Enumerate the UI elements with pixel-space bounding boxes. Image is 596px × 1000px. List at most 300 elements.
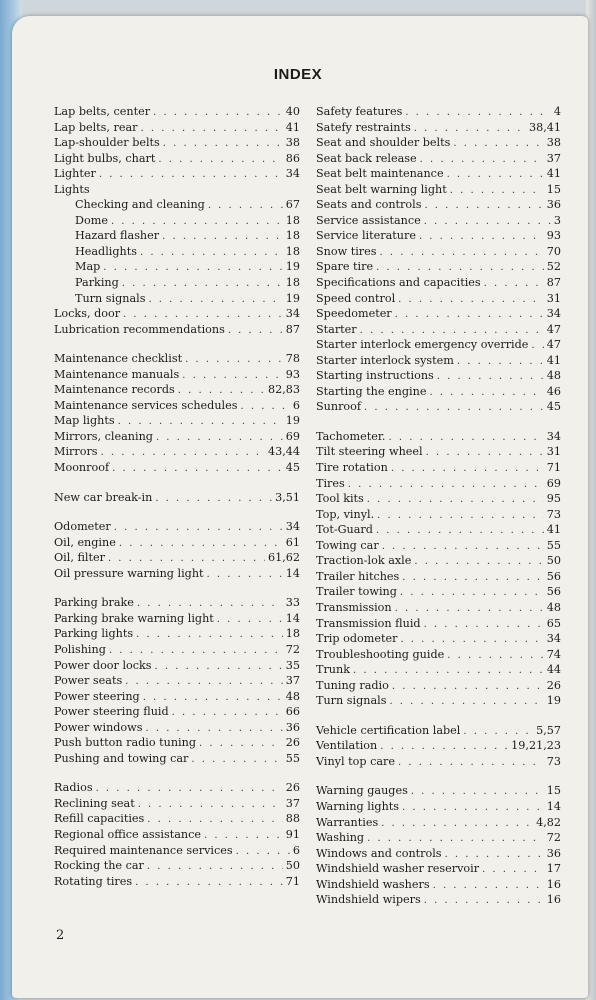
index-entry bbox=[54, 429, 300, 445]
entry-label: Turn signals bbox=[75, 291, 146, 305]
index-entry bbox=[54, 843, 300, 859]
entry-label: Windshield washers bbox=[316, 877, 430, 891]
index-entry bbox=[316, 275, 561, 291]
entry-page-number: 19 bbox=[285, 414, 300, 428]
index-subentry bbox=[54, 275, 300, 291]
entry-page-number: 87 bbox=[285, 322, 300, 336]
entry-label: Starter interlock emergency override bbox=[316, 338, 529, 352]
index-entry bbox=[54, 398, 300, 414]
entry-page-number: 50 bbox=[285, 859, 300, 873]
index-entry bbox=[316, 322, 561, 338]
index-entry bbox=[54, 642, 300, 658]
entry-page-number: 91 bbox=[285, 827, 300, 841]
entry-page-number: 73 bbox=[546, 754, 561, 768]
entry-label: Trip odometer bbox=[316, 632, 398, 646]
index-subentry bbox=[54, 228, 300, 244]
index-entry bbox=[316, 213, 561, 229]
index-entry bbox=[54, 874, 300, 890]
index-entry bbox=[54, 351, 300, 367]
entry-page-number: 18 bbox=[285, 276, 300, 290]
dot-leader bbox=[138, 797, 283, 813]
entry-page-number: 18 bbox=[285, 627, 300, 641]
entry-label: Headlights bbox=[75, 244, 137, 258]
entry-label: Vinyl top care bbox=[316, 754, 395, 768]
entry-page-number: 18 bbox=[285, 244, 300, 258]
dot-leader bbox=[400, 585, 544, 601]
dot-leader bbox=[158, 152, 282, 168]
entry-page-number: 35 bbox=[285, 658, 300, 672]
entry-label: Lap belts, rear bbox=[54, 120, 138, 134]
index-entry bbox=[316, 600, 561, 616]
dot-leader bbox=[119, 536, 283, 552]
dot-leader bbox=[353, 663, 544, 679]
index-entry bbox=[316, 723, 561, 739]
index-column-right bbox=[316, 104, 561, 908]
entry-page-number: 70 bbox=[546, 244, 561, 258]
entry-label: Washing bbox=[316, 831, 365, 845]
index-entry bbox=[316, 228, 561, 244]
entry-label: Power seats bbox=[54, 674, 123, 688]
index-entry bbox=[54, 120, 300, 136]
dot-leader bbox=[137, 596, 283, 612]
entry-label: Seat and shoulder belts bbox=[316, 136, 451, 150]
dot-leader bbox=[414, 121, 526, 137]
entry-label: Safety features bbox=[316, 105, 403, 118]
entry-label: Light bulbs, chart bbox=[54, 151, 156, 165]
entry-label: Rotating tires bbox=[54, 874, 133, 888]
entry-label: Starter interlock system bbox=[316, 353, 454, 367]
entry-label: Reclining seat bbox=[54, 796, 135, 810]
entry-page-number: 69 bbox=[285, 429, 300, 443]
entry-label: Seat belt maintenance bbox=[316, 167, 444, 181]
dot-leader bbox=[145, 721, 282, 737]
dot-leader bbox=[419, 229, 544, 245]
index-entry bbox=[316, 476, 561, 492]
index-entry bbox=[54, 858, 300, 874]
entry-label: Warning gauges bbox=[316, 784, 408, 798]
entry-label: Starter bbox=[316, 322, 357, 336]
entry-label: Trailer towing bbox=[316, 585, 397, 599]
entry-page-number: 36 bbox=[546, 198, 561, 212]
dot-leader bbox=[147, 859, 283, 875]
index-entry bbox=[316, 353, 561, 369]
index-entry bbox=[316, 846, 561, 862]
entry-page-number: 15 bbox=[546, 182, 561, 196]
index-subentry bbox=[54, 197, 300, 213]
dot-leader bbox=[101, 445, 265, 461]
dot-leader bbox=[400, 632, 543, 648]
entry-page-number: 26 bbox=[285, 736, 300, 750]
entry-label: Seat back release bbox=[316, 151, 417, 165]
entry-label: Windshield wipers bbox=[316, 893, 421, 907]
index-entry bbox=[316, 553, 561, 569]
index-entry bbox=[316, 120, 561, 136]
dot-leader bbox=[111, 214, 283, 230]
entry-label: Power steering bbox=[54, 689, 140, 703]
entry-label: Mirrors, cleaning bbox=[54, 429, 153, 443]
entry-gap bbox=[54, 581, 300, 595]
index-entry bbox=[54, 367, 300, 383]
entry-page-number: 67 bbox=[285, 198, 300, 212]
index-entry bbox=[54, 566, 300, 582]
index-entry bbox=[54, 658, 300, 674]
dot-leader bbox=[141, 121, 283, 137]
entry-page-number: 61 bbox=[285, 535, 300, 549]
dot-leader bbox=[364, 400, 544, 416]
dot-leader bbox=[450, 183, 544, 199]
entry-page-number: 3 bbox=[553, 213, 561, 227]
dot-leader bbox=[424, 617, 544, 633]
entry-page-number: 44 bbox=[546, 663, 561, 677]
dot-leader bbox=[153, 105, 283, 121]
index-entry bbox=[316, 182, 561, 198]
dot-leader bbox=[191, 752, 282, 768]
entry-page-number: 38 bbox=[285, 136, 300, 150]
index-entry bbox=[316, 429, 561, 445]
index-column-left bbox=[54, 104, 300, 889]
index-entry bbox=[54, 306, 300, 322]
index-subentry bbox=[54, 213, 300, 229]
index-entry bbox=[316, 754, 561, 770]
index-entry bbox=[316, 616, 561, 632]
entry-page-number: 47 bbox=[546, 322, 561, 336]
dot-leader bbox=[112, 461, 283, 477]
entry-label: Oil pressure warning light bbox=[54, 566, 204, 580]
entry-page-number: 72 bbox=[546, 831, 561, 845]
entry-page-number: 16 bbox=[546, 893, 561, 907]
index-subentry bbox=[54, 259, 300, 275]
index-entry bbox=[316, 444, 561, 460]
index-subentry bbox=[54, 291, 300, 307]
index-entry bbox=[54, 322, 300, 338]
entry-page-number: 3,51 bbox=[275, 490, 300, 504]
index-entry bbox=[316, 877, 561, 893]
index-entry bbox=[54, 444, 300, 460]
entry-page-number: 43,44 bbox=[267, 445, 300, 459]
entry-label: Windows and controls bbox=[316, 846, 442, 860]
entry-page-number: 4 bbox=[553, 105, 561, 118]
dot-leader bbox=[433, 878, 544, 894]
entry-label: Spare tire bbox=[316, 260, 374, 274]
dot-leader bbox=[240, 399, 289, 415]
dot-leader bbox=[162, 229, 283, 245]
entry-label: Satefy restraints bbox=[316, 120, 411, 134]
entry-label: Maintenance checklist bbox=[54, 352, 183, 366]
index-entry bbox=[316, 815, 561, 831]
index-entry bbox=[54, 519, 300, 535]
entry-page-number: 48 bbox=[546, 600, 561, 614]
page-number: 2 bbox=[56, 928, 65, 943]
entry-page-number: 6 bbox=[292, 843, 300, 857]
index-entry bbox=[316, 799, 561, 815]
index-entry bbox=[54, 735, 300, 751]
entry-page-number: 72 bbox=[285, 642, 300, 656]
index-entry bbox=[54, 595, 300, 611]
dot-leader bbox=[424, 893, 544, 909]
dot-leader bbox=[426, 445, 544, 461]
entry-page-number: 41 bbox=[546, 167, 561, 181]
entry-page-number: 47 bbox=[546, 338, 561, 352]
dot-leader bbox=[136, 627, 283, 643]
dot-leader bbox=[405, 105, 551, 121]
entry-page-number: 40 bbox=[285, 105, 300, 118]
index-entry bbox=[54, 626, 300, 642]
dot-leader bbox=[429, 385, 543, 401]
dot-leader bbox=[228, 323, 283, 339]
index-entry bbox=[316, 584, 561, 600]
index-entry bbox=[316, 892, 561, 908]
dot-leader bbox=[108, 551, 265, 567]
dot-leader bbox=[199, 736, 283, 752]
dot-leader bbox=[155, 659, 283, 675]
index-entry bbox=[54, 535, 300, 551]
dot-leader bbox=[463, 724, 533, 740]
index-entry bbox=[54, 827, 300, 843]
entry-page-number: 36 bbox=[285, 720, 300, 734]
index-entry bbox=[316, 259, 561, 275]
entry-label: Power door locks bbox=[54, 658, 152, 672]
dot-leader bbox=[182, 368, 283, 384]
index-entry bbox=[54, 151, 300, 167]
entry-label: Map bbox=[75, 260, 101, 274]
entry-label: Parking bbox=[75, 276, 119, 290]
entry-label: Lap belts, center bbox=[54, 105, 151, 118]
index-entry bbox=[316, 522, 561, 538]
entry-label: Pushing and towing car bbox=[54, 751, 189, 765]
entry-label: Traction-lok axle bbox=[316, 554, 412, 568]
entry-label: Hazard flasher bbox=[75, 229, 160, 243]
dot-leader bbox=[178, 383, 265, 399]
index-entry bbox=[54, 104, 300, 120]
entry-page-number: 16 bbox=[546, 877, 561, 891]
entry-label: Starting the engine bbox=[316, 384, 427, 398]
entry-page-number: 5,57 bbox=[536, 723, 561, 737]
index-entry bbox=[316, 135, 561, 151]
entry-page-number: 14 bbox=[546, 799, 561, 813]
entry-page-number: 33 bbox=[285, 596, 300, 610]
dot-leader bbox=[348, 477, 544, 493]
entry-label: Dome bbox=[75, 213, 108, 227]
dot-leader bbox=[447, 167, 544, 183]
dot-leader bbox=[376, 523, 544, 539]
entry-gap bbox=[316, 709, 561, 723]
dot-leader bbox=[392, 679, 544, 695]
index-entry bbox=[54, 182, 300, 198]
entry-label: Sunroof bbox=[316, 400, 362, 414]
dot-leader bbox=[96, 781, 283, 797]
index-entry bbox=[316, 368, 561, 384]
dot-leader bbox=[148, 292, 282, 308]
entry-label: Specifications and capacities bbox=[316, 276, 481, 290]
entry-page-number: 34 bbox=[285, 520, 300, 534]
entry-page-number: 73 bbox=[546, 507, 561, 521]
dot-leader bbox=[377, 508, 544, 524]
entry-page-number: 65 bbox=[546, 616, 561, 630]
entry-label: Starting instructions bbox=[316, 369, 434, 383]
index-entry bbox=[316, 861, 561, 877]
entry-label: Power steering fluid bbox=[54, 705, 169, 719]
entry-label: Top, vinyl. bbox=[316, 507, 375, 521]
dot-leader bbox=[123, 307, 283, 323]
entry-label: Checking and cleaning bbox=[75, 198, 205, 212]
entry-label: Transmission fluid bbox=[316, 616, 421, 630]
entry-page-number: 37 bbox=[285, 796, 300, 810]
entry-page-number: 18 bbox=[285, 229, 300, 243]
entry-label: Turn signals bbox=[316, 694, 387, 708]
index-entry bbox=[54, 811, 300, 827]
entry-page-number: 50 bbox=[546, 554, 561, 568]
entry-page-number: 34 bbox=[285, 307, 300, 321]
entry-label: Windshield washer reservoir bbox=[316, 862, 480, 876]
dot-leader bbox=[453, 136, 543, 152]
dot-leader bbox=[147, 812, 282, 828]
dot-leader bbox=[398, 292, 544, 308]
index-entry bbox=[54, 704, 300, 720]
entry-label: Maintenance manuals bbox=[54, 367, 180, 381]
entry-page-number: 41 bbox=[546, 353, 561, 367]
entry-label: Seat belt warning light bbox=[316, 182, 447, 196]
dot-leader bbox=[367, 831, 544, 847]
entry-label: Tot-Guard bbox=[316, 523, 373, 537]
index-entry bbox=[316, 647, 561, 663]
entry-label: Odometer bbox=[54, 520, 111, 534]
entry-label: Trunk bbox=[316, 663, 350, 677]
index-entry bbox=[316, 662, 561, 678]
page-title: INDEX bbox=[273, 66, 323, 83]
entry-label: New car break-in bbox=[54, 490, 153, 504]
entry-page-number: 93 bbox=[546, 229, 561, 243]
entry-page-number: 37 bbox=[546, 151, 561, 165]
entry-page-number: 93 bbox=[285, 367, 300, 381]
index-entry bbox=[54, 720, 300, 736]
dot-leader bbox=[531, 338, 543, 354]
entry-page-number: 34 bbox=[546, 307, 561, 321]
index-entry bbox=[54, 490, 300, 506]
entry-page-number: 34 bbox=[285, 167, 300, 181]
entry-gap bbox=[316, 415, 561, 429]
entry-label: Oil, filter bbox=[54, 551, 105, 565]
dot-leader bbox=[135, 875, 283, 891]
entry-label: Tire rotation bbox=[316, 461, 388, 475]
entry-label: Parking lights bbox=[54, 627, 134, 641]
entry-page-number: 41 bbox=[285, 120, 300, 134]
dot-leader bbox=[118, 414, 283, 430]
entry-page-number: 45 bbox=[285, 461, 300, 475]
entry-page-number: 41 bbox=[546, 523, 561, 537]
index-entry bbox=[316, 197, 561, 213]
index-entry bbox=[316, 507, 561, 523]
entry-page-number: 71 bbox=[546, 461, 561, 475]
entry-label: Map lights bbox=[54, 414, 115, 428]
entry-label: Snow tires bbox=[316, 244, 377, 258]
index-subentry bbox=[54, 244, 300, 260]
entry-page-number: 87 bbox=[546, 276, 561, 290]
entry-label: Refill capacities bbox=[54, 812, 145, 826]
entry-label: Towing car bbox=[316, 538, 379, 552]
entry-label: Maintenance services schedules bbox=[54, 398, 238, 412]
dot-leader bbox=[207, 567, 283, 583]
entry-page-number: 38,41 bbox=[528, 120, 561, 134]
entry-label: Regional office assistance bbox=[54, 827, 201, 841]
index-entry bbox=[316, 678, 561, 694]
entry-gap bbox=[54, 505, 300, 519]
index-entry bbox=[316, 291, 561, 307]
dot-leader bbox=[172, 705, 283, 721]
entry-label: Speedometer bbox=[316, 307, 392, 321]
entry-page-number: 88 bbox=[285, 812, 300, 826]
dot-leader bbox=[217, 612, 283, 628]
entry-page-number: 86 bbox=[285, 151, 300, 165]
entry-label: Tool kits bbox=[316, 492, 364, 506]
index-entry bbox=[316, 738, 561, 754]
dot-leader bbox=[402, 570, 543, 586]
index-entry bbox=[316, 538, 561, 554]
index-entry bbox=[54, 135, 300, 151]
entry-label: Rocking the car bbox=[54, 859, 144, 873]
entry-page-number: 37 bbox=[285, 674, 300, 688]
dot-leader bbox=[424, 198, 543, 214]
dot-leader bbox=[395, 601, 544, 617]
dot-leader bbox=[389, 694, 543, 710]
dot-leader bbox=[382, 539, 544, 555]
entry-page-number: 56 bbox=[546, 585, 561, 599]
entry-label: Required maintenance services bbox=[54, 843, 233, 857]
entry-label: Warning lights bbox=[316, 799, 400, 813]
index-entry bbox=[54, 166, 300, 182]
dot-leader bbox=[380, 245, 544, 261]
dot-leader bbox=[389, 430, 544, 446]
entry-page-number: 19,21,23 bbox=[511, 739, 561, 753]
entry-page-number: 36 bbox=[546, 846, 561, 860]
entry-label: Moonroof bbox=[54, 461, 110, 475]
dot-leader bbox=[140, 245, 283, 261]
dot-leader bbox=[457, 354, 544, 370]
entry-page-number: 38 bbox=[546, 136, 561, 150]
dot-leader bbox=[381, 816, 533, 832]
entry-label: Power windows bbox=[54, 720, 143, 734]
entry-page-number: 61,62 bbox=[267, 551, 300, 565]
entry-page-number: 18 bbox=[285, 213, 300, 227]
entry-label: Troubleshooting guide bbox=[316, 647, 445, 661]
index-entry bbox=[316, 306, 561, 322]
dot-leader bbox=[395, 307, 544, 323]
index-entry bbox=[316, 244, 561, 260]
dot-leader bbox=[445, 847, 544, 863]
entry-label: Lighter bbox=[54, 167, 96, 181]
entry-page-number: 14 bbox=[285, 566, 300, 580]
entry-label: Parking brake bbox=[54, 596, 134, 610]
entry-gap bbox=[54, 337, 300, 351]
index-entry bbox=[54, 751, 300, 767]
dot-leader bbox=[376, 260, 544, 276]
entry-label: Lights bbox=[54, 182, 90, 196]
entry-page-number: 48 bbox=[285, 689, 300, 703]
index-entry bbox=[316, 166, 561, 182]
dot-leader bbox=[236, 844, 290, 860]
index-entry bbox=[316, 783, 561, 799]
entry-label: Vehicle certification label bbox=[316, 723, 461, 737]
index-entry bbox=[54, 413, 300, 429]
dot-leader bbox=[163, 136, 283, 152]
entry-label: Seats and controls bbox=[316, 198, 422, 212]
entry-label: Locks, door bbox=[54, 307, 121, 321]
index-entry bbox=[54, 673, 300, 689]
dot-leader bbox=[391, 461, 544, 477]
index-entry bbox=[316, 399, 561, 415]
index-entry bbox=[316, 384, 561, 400]
entry-page-number: 31 bbox=[546, 445, 561, 459]
dot-leader bbox=[156, 430, 283, 446]
